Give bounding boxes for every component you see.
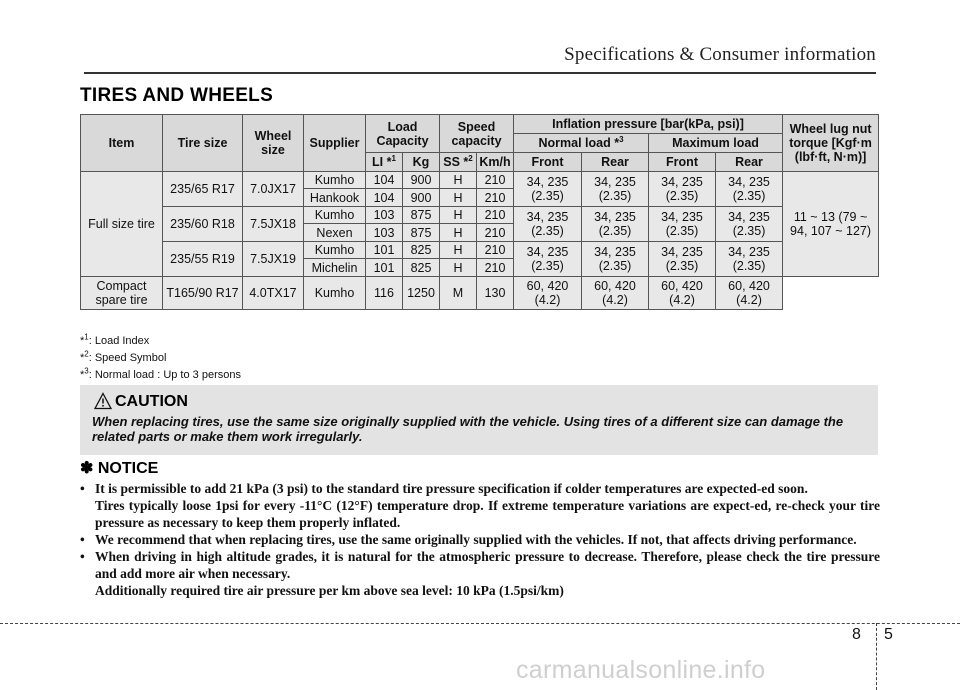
kg-cell: 825 — [403, 259, 440, 277]
bullet-icon: • — [80, 549, 85, 564]
ss-cell: H — [440, 172, 477, 189]
tire-size-cell: 235/65 R17 — [163, 172, 243, 207]
kg-cell: 900 — [403, 172, 440, 189]
header-supplier: Supplier — [304, 115, 366, 172]
notice-asterisk-icon: ✽ — [80, 460, 94, 477]
wheel-size-cell: 7.5JX18 — [243, 207, 304, 242]
caution-title: CAUTION — [115, 393, 188, 410]
header-normal-load: Normal load *$^3$ — [514, 134, 649, 153]
supplier-cell: Kumho — [304, 172, 366, 189]
footer-rule — [0, 623, 960, 624]
kmh-cell: 210 — [477, 242, 514, 259]
ss-cell: H — [440, 207, 477, 224]
notice-title: ✽ NOTICE — [80, 460, 159, 477]
li-cell: 116 — [366, 277, 403, 310]
wheel-size-cell: 4.0TX17 — [243, 277, 304, 310]
kmh-cell: 210 — [477, 207, 514, 224]
header-kmh: Km/h — [477, 153, 514, 172]
kmh-cell: 210 — [477, 189, 514, 207]
lug-torque-cell: 11 ~ 13 (79 ~ 94, 107 ~ 127) — [783, 172, 879, 277]
page-number-divider — [876, 623, 877, 690]
wheel-size-cell: 7.5JX19 — [243, 242, 304, 277]
li-cell: 104 — [366, 172, 403, 189]
tire-size-cell: T165/90 R17 — [163, 277, 243, 310]
pressure-max-front: 60, 420 (4.2) — [649, 277, 716, 310]
pressure-normal-rear: 34, 235 (2.35) — [582, 242, 649, 277]
pressure-normal-front: 60, 420 (4.2) — [514, 277, 582, 310]
supplier-cell: Kumho — [304, 242, 366, 259]
header-inflation-pressure: Inflation pressure [bar(kPa, psi)] — [514, 115, 783, 134]
list-item: • When driving in high altitude grades, it is natural for the atmospheric pressure to decrease. Therefore, please check the tire pressure and add more air when necessary. Additionally required tire air pressure per km above sea level: 10 kPa (1.5psi/km) — [80, 549, 880, 598]
bullet-icon: • — [80, 481, 85, 496]
header-rule — [84, 72, 876, 74]
supplier-cell: Michelin — [304, 259, 366, 277]
ss-cell: H — [440, 189, 477, 207]
supplier-cell: Hankook — [304, 189, 366, 207]
header-tire-size: Tire size — [163, 115, 243, 172]
page-number: 5 — [884, 626, 893, 643]
footnote: *$^3$: Normal load : Up to 3 persons — [80, 366, 241, 381]
pressure-max-front: 34, 235 (2.35) — [649, 207, 716, 242]
kg-cell: 875 — [403, 207, 440, 224]
header-normal-front: Front — [514, 153, 582, 172]
table-row — [81, 242, 879, 259]
kg-cell: 900 — [403, 189, 440, 207]
pressure-max-front: 34, 235 (2.35) — [649, 242, 716, 277]
header-ss: SS *$^2$ — [440, 153, 477, 172]
header-max-front: Front — [649, 153, 716, 172]
li-cell: 104 — [366, 189, 403, 207]
pressure-max-rear: 34, 235 (2.35) — [716, 207, 783, 242]
chapter-number: 8 — [852, 626, 861, 643]
tire-size-cell: 235/60 R18 — [163, 207, 243, 242]
table-row — [81, 207, 879, 224]
pressure-normal-rear: 60, 420 (4.2) — [582, 277, 649, 310]
header-kg: Kg — [403, 153, 440, 172]
pressure-normal-rear: 34, 235 (2.35) — [582, 207, 649, 242]
header-item: Item — [81, 115, 163, 172]
header-wheel-size: Wheel size — [243, 115, 304, 172]
footnote: *$^2$: Speed Symbol — [80, 349, 167, 364]
header-maximum-load: Maximum load — [649, 134, 783, 153]
notice-list — [80, 480, 880, 599]
compact-spare-label: Compact spare tire — [81, 277, 163, 310]
section-title: TIRES AND WHEELS — [80, 85, 274, 106]
header-li: LI *$^1$ — [366, 153, 403, 172]
footnote: *$^1$: Load Index — [80, 332, 150, 347]
kg-cell: 1250 — [403, 277, 440, 310]
li-cell: 101 — [366, 259, 403, 277]
li-cell: 103 — [366, 224, 403, 242]
warning-triangle-icon — [94, 392, 112, 410]
pressure-max-rear: 34, 235 (2.35) — [716, 172, 783, 207]
kmh-cell: 130 — [477, 277, 514, 310]
tire-size-cell: 235/55 R19 — [163, 242, 243, 277]
supplier-cell: Nexen — [304, 224, 366, 242]
ss-cell: H — [440, 224, 477, 242]
table-row — [81, 277, 879, 310]
wheel-size-cell: 7.0JX17 — [243, 172, 304, 207]
kmh-cell: 210 — [477, 224, 514, 242]
pressure-normal-front: 34, 235 (2.35) — [514, 207, 582, 242]
bullet-icon: • — [80, 532, 85, 547]
kg-cell: 825 — [403, 242, 440, 259]
pressure-normal-rear: 34, 235 (2.35) — [582, 172, 649, 207]
table-row — [81, 172, 879, 189]
pressure-max-front: 34, 235 (2.35) — [649, 172, 716, 207]
kmh-cell: 210 — [477, 172, 514, 189]
header-load-capacity: Load Capacity — [366, 115, 440, 153]
li-cell: 103 — [366, 207, 403, 224]
list-item: • It is permissible to add 21 kPa (3 psi) to the standard tire pressure specification if colder temperatures are expected-ed soon. Tires typically loose 1psi for every -11°C (12°F) temperature drop. If extreme temperature variations are expect-ed, re-check your tire pressure as necessary to keep them properly inflated. — [80, 481, 880, 530]
header-wheel-lug-torque: Wheel lug nut torque [Kgf·m (lbf·ft, N·m)] — [783, 115, 879, 172]
pressure-max-rear: 60, 420 (4.2) — [716, 277, 783, 310]
pressure-normal-front: 34, 235 (2.35) — [514, 242, 582, 277]
header-normal-rear: Rear — [582, 153, 649, 172]
header-speed-capacity: Speed capacity — [440, 115, 514, 153]
page-header-title: Specifications & Consumer information — [564, 44, 876, 65]
kmh-cell: 210 — [477, 259, 514, 277]
pressure-max-rear: 34, 235 (2.35) — [716, 242, 783, 277]
full-size-tire-label: Full size tire — [81, 172, 163, 277]
pressure-normal-front: 34, 235 (2.35) — [514, 172, 582, 207]
footnotes — [80, 333, 241, 384]
supplier-cell: Kumho — [304, 207, 366, 224]
supplier-cell: Kumho — [304, 277, 366, 310]
tires-wheels-table — [80, 114, 879, 310]
li-cell: 101 — [366, 242, 403, 259]
caution-text: When replacing tires, use the same size originally supplied with the vehicle. Using tires of a different size can damage the related parts or make them work irregularly. — [92, 414, 844, 444]
list-item: • We recommend that when replacing tires, use the same originally supplied with the vehicles. If not, that affects driving performance. — [80, 532, 857, 547]
kg-cell: 875 — [403, 224, 440, 242]
ss-cell: H — [440, 242, 477, 259]
ss-cell: M — [440, 277, 477, 310]
ss-cell: H — [440, 259, 477, 277]
header-max-rear: Rear — [716, 153, 783, 172]
watermark: carmanualsonline.info — [516, 656, 766, 684]
